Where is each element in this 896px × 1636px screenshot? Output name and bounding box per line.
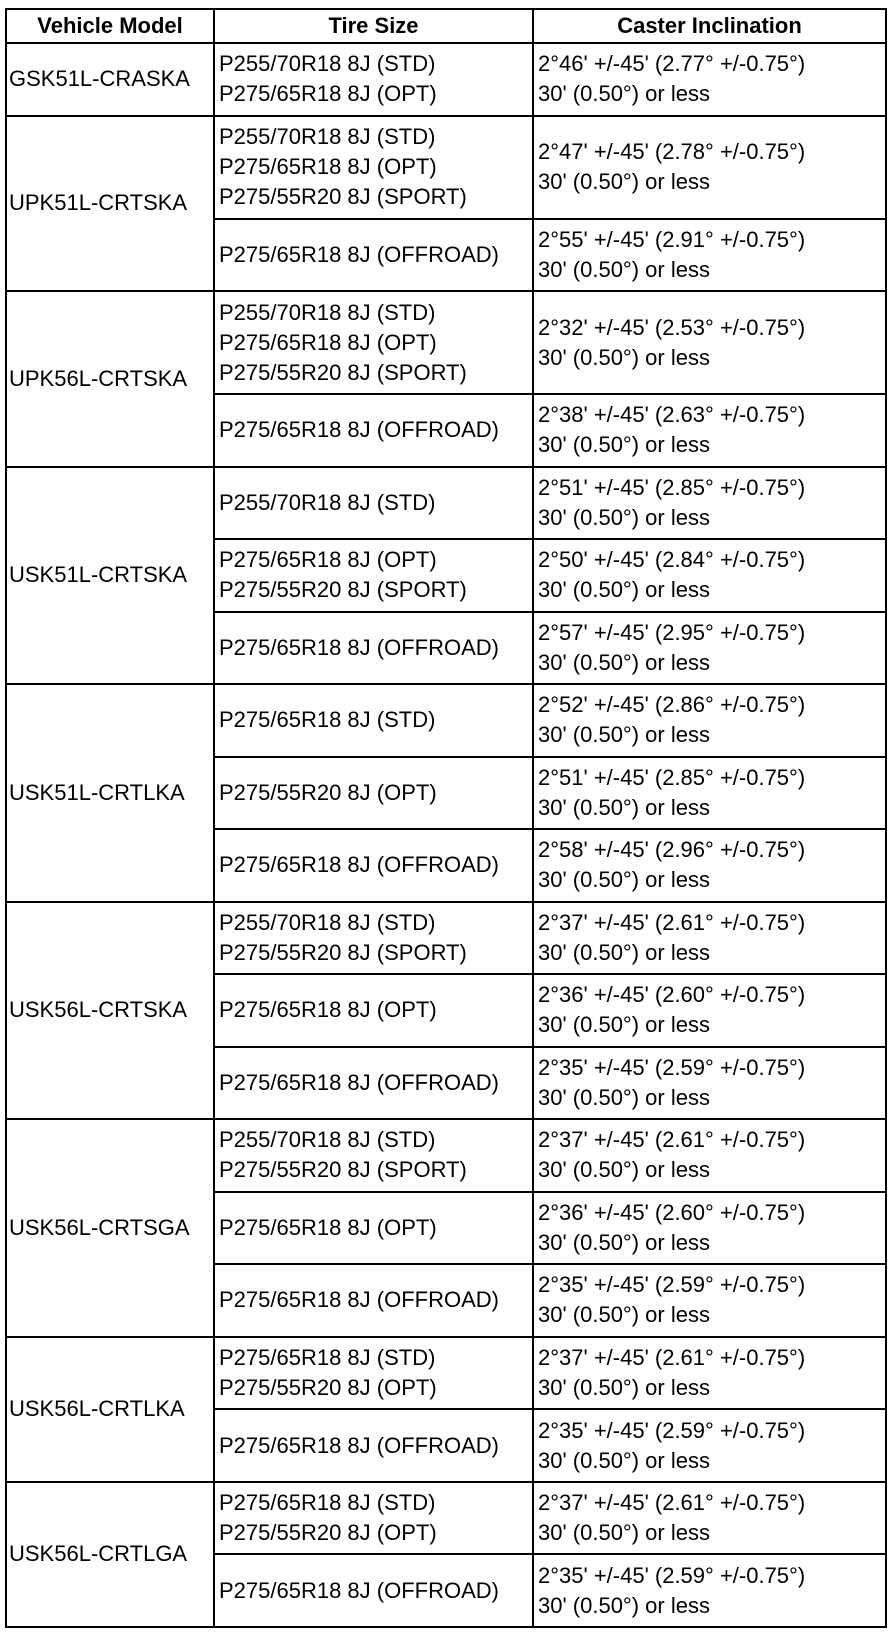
caster-diff-line: 30' (0.50°) or less [538, 1374, 710, 1400]
vehicle-model-cell: USK56L-CRTSGA [6, 1119, 214, 1337]
tire-size-cell [214, 829, 533, 902]
tire-size-line: P275/55R20 8J (SPORT) [219, 939, 467, 965]
tire-size-line: P275/65R18 8J (OPT) [219, 547, 437, 573]
tire-size-line: P275/65R18 8J (OPT) [219, 997, 437, 1023]
caster-angle-line: 2°36' +/-45' (2.60° +/-0.75°) [538, 1199, 806, 1225]
caster-angle-line: 2°57' +/-45' (2.95° +/-0.75°) [538, 619, 806, 645]
tire-size-line: P255/70R18 8J (STD) [219, 51, 436, 77]
tire-size-line: P255/70R18 8J (STD) [219, 1127, 436, 1153]
tire-size-cell [214, 1409, 533, 1482]
tire-size-line: P275/65R18 8J (OFFROAD) [219, 852, 499, 878]
caster-diff-line: 30' (0.50°) or less [538, 1012, 710, 1038]
caster-inclination-cell [533, 291, 886, 394]
header-tire-size: Tire Size [214, 9, 533, 43]
tire-size-line: P275/65R18 8J (STD) [219, 707, 436, 733]
vehicle-model-cell: GSK51L-CRASKA [6, 43, 214, 116]
tire-size-cell [214, 539, 533, 612]
tire-size-cell [214, 1119, 533, 1192]
caster-diff-line: 30' (0.50°) or less [538, 1229, 710, 1255]
vehicle-model-cell: UPK56L-CRTSKA [6, 291, 214, 467]
tire-size-cell [214, 467, 533, 540]
vehicle-model-cell: USK56L-CRTLKA [6, 1337, 214, 1482]
table-row [6, 291, 886, 394]
tire-size-line: P275/65R18 8J (STD) [219, 1344, 436, 1370]
vehicle-model-cell: USK51L-CRTLKA [6, 684, 214, 902]
caster-diff-line: 30' (0.50°) or less [538, 1447, 710, 1473]
vehicle-model-cell: USK56L-CRTSKA [6, 902, 214, 1120]
tire-size-cell [214, 902, 533, 975]
caster-diff-line: 30' (0.50°) or less [538, 577, 710, 603]
caster-diff-line: 30' (0.50°) or less [538, 649, 710, 675]
caster-angle-line: 2°47' +/-45' (2.78° +/-0.75°) [538, 139, 806, 165]
caster-angle-line: 2°58' +/-45' (2.96° +/-0.75°) [538, 837, 806, 863]
vehicle-model-cell: USK56L-CRTLGA [6, 1482, 214, 1627]
caster-inclination-cell [533, 829, 886, 902]
caster-inclination-cell [533, 394, 886, 467]
caster-inclination-cell [533, 1554, 886, 1627]
caster-diff-line: 30' (0.50°) or less [538, 939, 710, 965]
caster-diff-line: 30' (0.50°) or less [538, 1157, 710, 1183]
caster-angle-line: 2°55' +/-45' (2.91° +/-0.75°) [538, 226, 806, 252]
caster-diff-line: 30' (0.50°) or less [538, 344, 710, 370]
caster-inclination-cell [533, 43, 886, 116]
caster-angle-line: 2°52' +/-45' (2.86° +/-0.75°) [538, 692, 806, 718]
tire-size-line: P255/70R18 8J (STD) [219, 299, 436, 325]
caster-inclination-cell [533, 1264, 886, 1337]
table-row [6, 467, 886, 540]
caster-inclination-cell [533, 467, 886, 540]
table-row [6, 1337, 886, 1410]
tire-size-cell [214, 1482, 533, 1555]
caster-angle-line: 2°37' +/-45' (2.61° +/-0.75°) [538, 1490, 806, 1516]
caster-inclination-cell [533, 1409, 886, 1482]
caster-angle-line: 2°32' +/-45' (2.53° +/-0.75°) [538, 314, 806, 340]
caster-diff-line: 30' (0.50°) or less [538, 794, 710, 820]
caster-angle-line: 2°35' +/-45' (2.59° +/-0.75°) [538, 1272, 806, 1298]
caster-diff-line: 30' (0.50°) or less [538, 81, 710, 107]
caster-spec-table [5, 8, 887, 1628]
table-row [6, 1119, 886, 1192]
caster-diff-line: 30' (0.50°) or less [538, 1084, 710, 1110]
tire-size-cell [214, 1554, 533, 1627]
tire-size-line: P255/70R18 8J (STD) [219, 909, 436, 935]
caster-inclination-cell [533, 1192, 886, 1265]
caster-diff-line: 30' (0.50°) or less [538, 867, 710, 893]
tire-size-cell [214, 684, 533, 757]
caster-angle-line: 2°51' +/-45' (2.85° +/-0.75°) [538, 764, 806, 790]
tire-size-line: P275/55R20 8J (SPORT) [219, 1157, 467, 1183]
table-row [6, 43, 886, 116]
caster-angle-line: 2°38' +/-45' (2.63° +/-0.75°) [538, 402, 806, 428]
tire-size-cell [214, 291, 533, 394]
caster-inclination-cell [533, 1119, 886, 1192]
caster-angle-line: 2°51' +/-45' (2.85° +/-0.75°) [538, 474, 806, 500]
tire-size-line: P275/55R20 8J (SPORT) [219, 577, 467, 603]
caster-angle-line: 2°35' +/-45' (2.59° +/-0.75°) [538, 1417, 806, 1443]
tire-size-line: P275/55R20 8J (OPT) [219, 1374, 437, 1400]
tire-size-line: P275/65R18 8J (OFFROAD) [219, 1287, 499, 1313]
tire-size-cell [214, 394, 533, 467]
tire-size-cell [214, 757, 533, 830]
caster-diff-line: 30' (0.50°) or less [538, 1302, 710, 1328]
caster-diff-line: 30' (0.50°) or less [538, 1520, 710, 1546]
tire-size-line: P275/65R18 8J (OFFROAD) [219, 1069, 499, 1095]
caster-inclination-cell [533, 612, 886, 685]
header-caster-inclination: Caster Inclination [533, 9, 886, 43]
caster-angle-line: 2°37' +/-45' (2.61° +/-0.75°) [538, 1127, 806, 1153]
caster-diff-line: 30' (0.50°) or less [538, 432, 710, 458]
tire-size-line: P275/65R18 8J (STD) [219, 1490, 436, 1516]
caster-inclination-cell [533, 757, 886, 830]
caster-inclination-cell [533, 1047, 886, 1120]
tire-size-line: P275/55R20 8J (OPT) [219, 779, 437, 805]
caster-diff-line: 30' (0.50°) or less [538, 504, 710, 530]
caster-inclination-cell [533, 219, 886, 292]
tire-size-cell [214, 612, 533, 685]
tire-size-cell [214, 1047, 533, 1120]
caster-angle-line: 2°46' +/-45' (2.77° +/-0.75°) [538, 51, 806, 77]
caster-angle-line: 2°36' +/-45' (2.60° +/-0.75°) [538, 982, 806, 1008]
tire-size-line: P275/65R18 8J (OPT) [219, 81, 437, 107]
caster-diff-line: 30' (0.50°) or less [538, 1592, 710, 1618]
tire-size-line: P275/65R18 8J (OFFROAD) [219, 417, 499, 443]
tire-size-line: P275/55R20 8J (OPT) [219, 1520, 437, 1546]
caster-inclination-cell [533, 116, 886, 219]
caster-diff-line: 30' (0.50°) or less [538, 169, 710, 195]
tire-size-line: P275/55R20 8J (SPORT) [219, 359, 467, 385]
tire-size-line: P255/70R18 8J (STD) [219, 489, 436, 515]
tire-size-cell [214, 974, 533, 1047]
tire-size-cell [214, 116, 533, 219]
caster-inclination-cell [533, 684, 886, 757]
caster-inclination-cell [533, 1482, 886, 1555]
tire-size-line: P275/65R18 8J (OPT) [219, 154, 437, 180]
tire-size-line: P275/65R18 8J (OFFROAD) [219, 1577, 499, 1603]
vehicle-model-cell: USK51L-CRTSKA [6, 467, 214, 685]
tire-size-cell [214, 1337, 533, 1410]
table-row [6, 116, 886, 219]
caster-inclination-cell [533, 974, 886, 1047]
table-row [6, 684, 886, 757]
caster-inclination-cell [533, 1337, 886, 1410]
vehicle-model-cell: UPK51L-CRTSKA [6, 116, 214, 292]
caster-angle-line: 2°37' +/-45' (2.61° +/-0.75°) [538, 909, 806, 935]
header-row [6, 9, 886, 43]
tire-size-line: P255/70R18 8J (STD) [219, 124, 436, 150]
table-row [6, 902, 886, 975]
caster-diff-line: 30' (0.50°) or less [538, 256, 710, 282]
tire-size-line: P275/65R18 8J (OFFROAD) [219, 241, 499, 267]
table-body [6, 43, 886, 1627]
caster-angle-line: 2°37' +/-45' (2.61° +/-0.75°) [538, 1344, 806, 1370]
tire-size-line: P275/65R18 8J (OPT) [219, 1214, 437, 1240]
tire-size-cell [214, 43, 533, 116]
caster-diff-line: 30' (0.50°) or less [538, 722, 710, 748]
tire-size-line: P275/65R18 8J (OPT) [219, 329, 437, 355]
table-row [6, 1482, 886, 1555]
caster-angle-line: 2°50' +/-45' (2.84° +/-0.75°) [538, 547, 806, 573]
tire-size-line: P275/65R18 8J (OFFROAD) [219, 1432, 499, 1458]
tire-size-cell [214, 219, 533, 292]
caster-inclination-cell [533, 902, 886, 975]
caster-inclination-cell [533, 539, 886, 612]
tire-size-cell [214, 1264, 533, 1337]
tire-size-line: P275/65R18 8J (OFFROAD) [219, 634, 499, 660]
tire-size-line: P275/55R20 8J (SPORT) [219, 184, 467, 210]
header-vehicle-model: Vehicle Model [6, 9, 214, 43]
tire-size-cell [214, 1192, 533, 1265]
caster-angle-line: 2°35' +/-45' (2.59° +/-0.75°) [538, 1562, 806, 1588]
caster-angle-line: 2°35' +/-45' (2.59° +/-0.75°) [538, 1054, 806, 1080]
